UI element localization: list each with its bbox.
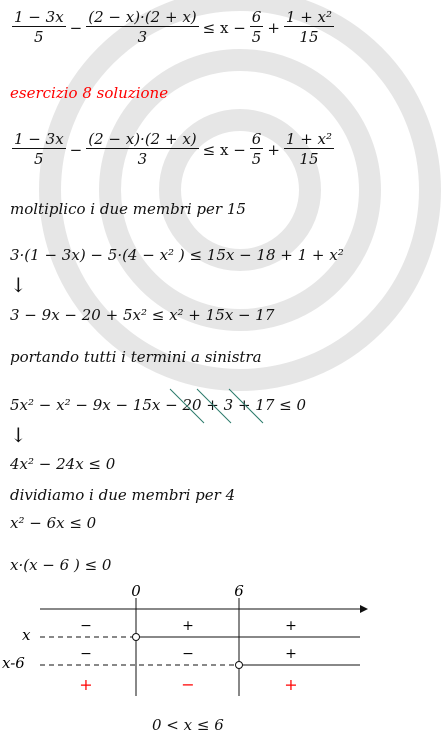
- sign-plus: +: [285, 646, 297, 662]
- step-simplify: 3 − 9x − 20 + 5x² ≤ x² + 15x − 17: [10, 306, 275, 324]
- sign-minus: −: [80, 618, 92, 634]
- down-arrow-icon: ↓: [10, 273, 27, 297]
- root-label: 0: [131, 582, 141, 600]
- denominator: 3: [137, 150, 148, 168]
- step-reduced: 4x² − 24x ≤ 0: [10, 455, 116, 473]
- sign-minus: −: [80, 646, 92, 662]
- row-label: x: [22, 626, 31, 644]
- numerator: 1 + x²: [285, 8, 333, 26]
- numerator: (2 − x)·(2 + x): [88, 8, 197, 26]
- strike-line: [197, 389, 231, 423]
- text-move-left: portando tutti i termini a sinistra: [10, 348, 262, 366]
- operator: ≤ x −: [202, 140, 246, 159]
- operator: −: [69, 18, 83, 37]
- operator: ≤ x −: [202, 18, 246, 37]
- numerator: 6: [251, 130, 262, 148]
- denominator: 5: [251, 150, 262, 168]
- step-factored: x·(x − 6 ) ≤ 0: [10, 556, 112, 574]
- product-sign: +: [79, 675, 93, 694]
- zero-point-icon: [236, 662, 243, 669]
- sign-chart: [0, 578, 441, 703]
- numerator: 1 − 3x: [14, 8, 64, 26]
- denominator: 5: [251, 28, 262, 46]
- denominator: 5: [34, 28, 44, 46]
- final-solution: 0 < x ≤ 6: [152, 716, 224, 734]
- axis-arrow-icon: [360, 605, 368, 613]
- strike-line: [170, 389, 204, 423]
- product-sign: −: [181, 675, 195, 694]
- row-label: x-6: [2, 654, 25, 672]
- denominator: 15: [299, 150, 319, 168]
- operator: +: [267, 18, 280, 37]
- step-collect: 5x² − x² − 9x − 15x − 20 + 3 + 17 ≤ 0: [10, 396, 307, 414]
- solution-heading: esercizio 8 soluzione: [10, 84, 169, 102]
- step-expand: 3·(1 − 3x) − 5·(4 − x² ) ≤ 15x − 18 + 1 + x²: [10, 246, 344, 264]
- text-multiply: moltiplico i due membri per 15: [10, 200, 246, 218]
- sign-plus: +: [182, 618, 194, 634]
- numerator: 1 + x²: [285, 130, 333, 148]
- denominator: 5: [34, 150, 44, 168]
- sign-plus: +: [285, 618, 297, 634]
- text-divide: dividiamo i due membri per 4: [10, 486, 236, 504]
- sign-minus: −: [182, 646, 194, 662]
- denominator: 3: [137, 28, 148, 46]
- numerator: 1 − 3x: [14, 130, 64, 148]
- operator: −: [69, 140, 83, 159]
- numerator: (2 − x)·(2 + x): [88, 130, 197, 148]
- product-sign: +: [284, 675, 298, 694]
- root-label: 6: [234, 582, 244, 600]
- operator: +: [267, 140, 280, 159]
- strike-line: [229, 389, 263, 423]
- down-arrow-icon: ↓: [10, 423, 27, 447]
- step-divided: x² − 6x ≤ 0: [10, 514, 97, 532]
- numerator: 6: [251, 8, 262, 26]
- denominator: 15: [299, 28, 319, 46]
- zero-point-icon: [133, 634, 140, 641]
